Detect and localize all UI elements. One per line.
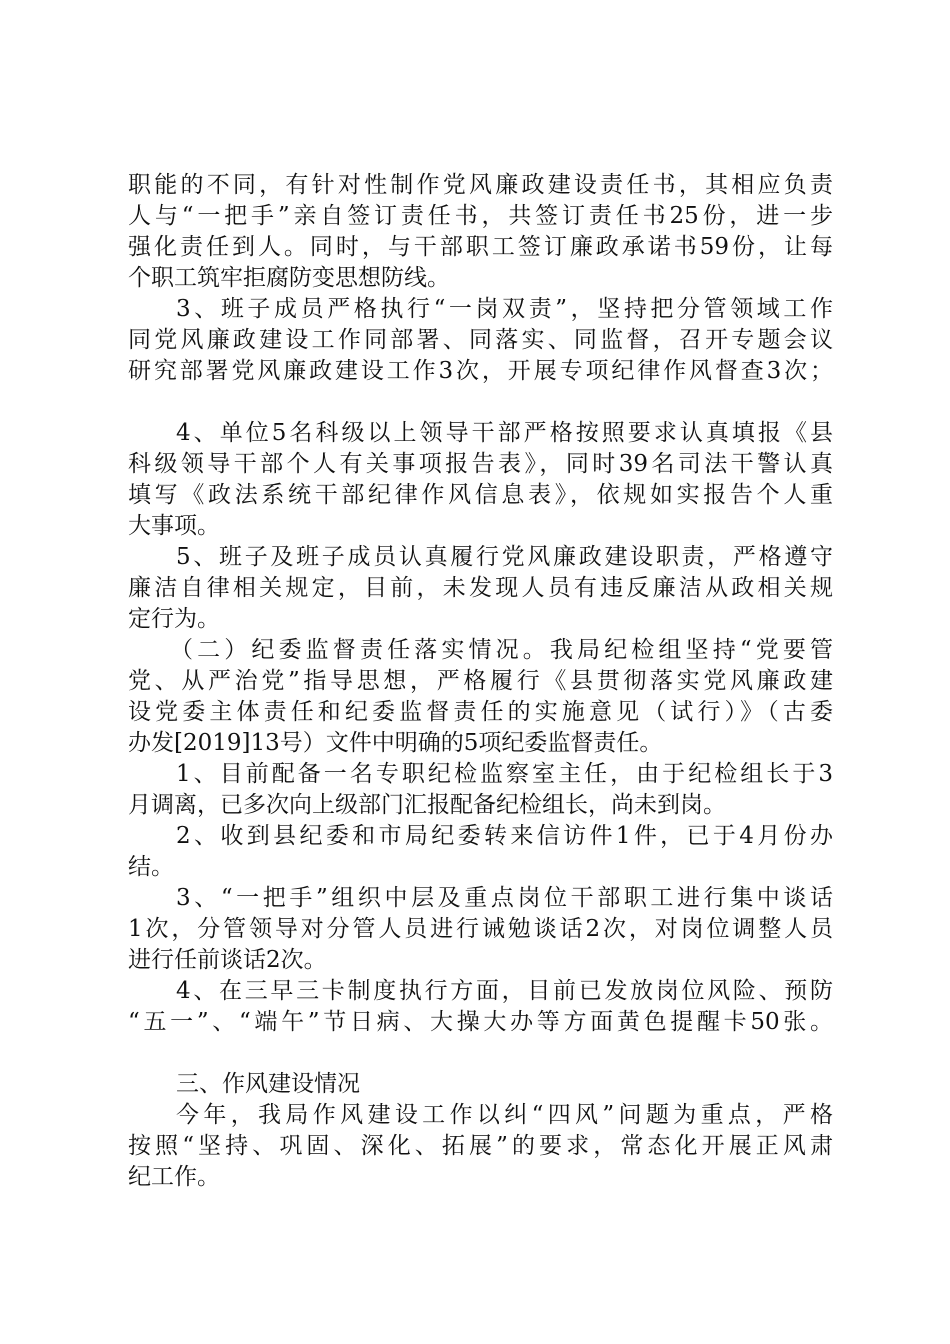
paragraph-line: 纪工作。 [128,1164,220,1190]
document-body [128,170,833,1193]
paragraph-line: 4、在三早三卡制度执行方面，目前已发放岗位风险、预防 [176,978,833,1004]
section-heading-line: （二）纪委监督责任落实情况。我局纪检组坚持“党要管 [170,637,833,663]
paragraph-line: 党、从严治党”指导思想，严格履行《县贯彻落实党风廉政建 [128,668,833,694]
paragraph-line: 3、班子成员严格执行“一岗双责”，坚持把分管领域工作 [176,296,833,322]
paragraph-line: 办发[2019]13号）文件中明确的5项纪委监督责任。 [128,730,663,756]
paragraph-line: 5、班子及班子成员认真履行党风廉政建设职责，严格遵守 [176,544,833,570]
paragraph-line: 定行为。 [128,606,220,632]
paragraph-line: 研究部署党风廉政建设工作3次，开展专项纪律作风督查3次； [128,358,833,384]
paragraph-line: 同党风廉政建设工作同部署、同落实、同监督，召开专题会议 [128,327,833,353]
paragraph-line: 大事项。 [128,513,220,539]
blank-line [128,1038,833,1069]
paragraph-line: 按照“坚持、巩固、深化、拓展”的要求，常态化开展正风肃 [128,1133,833,1159]
paragraph-line: 今年，我局作风建设工作以纠“四风”问题为重点，严格 [176,1102,833,1128]
paragraph-line: 进行任前谈话2次。 [128,947,327,973]
section-heading-line: 三、作风建设情况 [176,1071,360,1097]
paragraph-line: 职能的不同，有针对性制作党风廉政建设责任书，其相应负责 [128,172,833,198]
paragraph-line: 4、单位5名科级以上领导干部严格按照要求认真填报《县 [176,420,833,446]
paragraph-line: 月调离，已多次向上级部门汇报配备纪检组长，尚未到岗。 [128,792,726,818]
paragraph-line: 1、目前配备一名专职纪检监察室主任，由于纪检组长于3 [176,761,833,787]
paragraph-line: 3、“一把手”组织中层及重点岗位干部职工进行集中谈话 [176,885,833,911]
paragraph-line: 填写《政法系统干部纪律作风信息表》，依规如实报告个人重 [128,482,833,508]
paragraph-line: 1次，分管领导对分管人员进行诫勉谈话2次，对岗位调整人员 [128,916,833,942]
paragraph-line: 2、收到县纪委和市局纪委转来信访件1件，已于4月份办 [176,823,833,849]
paragraph-line: 人与“一把手”亲自签订责任书，共签订责任书25份，进一步 [128,203,833,229]
paragraph-line: 廉洁自律相关规定，目前，未发现人员有违反廉洁从政相关规 [128,575,833,601]
paragraph-line: “五一”、“端午”节日病、大操大办等方面黄色提醒卡50张。 [128,1009,833,1035]
paragraph-line: 个职工筑牢拒腐防变思想防线。 [128,265,450,291]
blank-line [128,387,833,418]
paragraph-line: 设党委主体责任和纪委监督责任的实施意见（试行）》（古委 [128,699,833,725]
paragraph-line: 强化责任到人。同时，与干部职工签订廉政承诺书59份，让每 [128,234,833,260]
paragraph-line: 结。 [128,854,174,880]
paragraph-line: 科级领导干部个人有关事项报告表》，同时39名司法干警认真 [128,451,833,477]
